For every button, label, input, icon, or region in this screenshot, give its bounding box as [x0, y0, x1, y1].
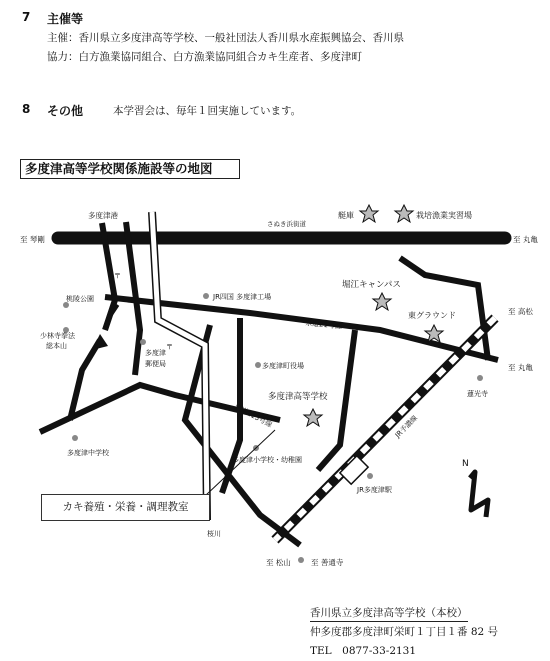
dot-post-icon: [140, 339, 146, 345]
label-momoura: 桃陵公園: [66, 295, 94, 303]
label-elem-kinder: 多度津小学校・幼稚園: [232, 456, 302, 464]
label-route-21: 県道21号線: [304, 319, 343, 331]
footer-school-name: 香川県立多度津高等学校（本校）: [310, 605, 468, 622]
label-horie-campus: 堀江キャンパス: [342, 280, 401, 290]
label-to-takamatsu: 至 高松: [508, 307, 533, 316]
dot-jhs-icon: [72, 435, 78, 441]
dot-renkoji-icon: [477, 375, 483, 381]
map-title: 多度津高等学校関係施設等の地図: [20, 159, 240, 179]
section-7-line-1: 主催：香川県立多度津高等学校、一般社団法人香川県水産振興協会、香川県: [47, 32, 404, 44]
label-saibai: 栽培漁業実習場: [416, 211, 472, 220]
label-town-office: 多度津町役場: [262, 362, 304, 370]
jr-yosan-line: [275, 318, 495, 540]
label-jr-station: JR多度津駅: [357, 486, 392, 494]
footer-address: 仲多度郡多度津町栄町１丁目１番 82 号: [310, 626, 499, 638]
label-jr-yosan: JR予讃線: [393, 414, 420, 440]
star-horie-icon: [373, 293, 391, 310]
label-route-213: 県道213号線: [233, 402, 274, 430]
label-shorinji-2: 総本山: [46, 342, 67, 350]
jr-station-box: [340, 456, 368, 484]
label-to-marugame-top: 至 丸亀: [513, 235, 538, 244]
dot-matsuyama-icon: [298, 557, 304, 563]
footer-tel: TEL 0877-33-2131: [310, 645, 417, 657]
post-mark-2-icon: 〒: [166, 343, 173, 351]
dot-station-icon: [367, 473, 373, 479]
section-7-line-2: 協力：白方漁業協同組合、白方漁業協同組合カキ生産者、多度津町: [47, 51, 362, 63]
label-sakura-river: 桜川: [207, 530, 221, 538]
label-to-kotohiki: 至 琴剛: [20, 235, 45, 244]
star-boathouse-icon: [360, 205, 378, 222]
label-post-1: 多度津: [145, 349, 166, 357]
section-8-number: 8: [22, 102, 31, 116]
label-north: N: [462, 459, 469, 469]
section-8-text: 本学習会は、毎年１回実施しています。: [113, 105, 302, 117]
label-tadotsu-port: 多度津港: [88, 211, 118, 220]
label-to-zentsuji: 至 善通寺: [311, 558, 344, 567]
section-7-title: 主催等: [47, 12, 84, 26]
north-arrow-icon: [470, 472, 488, 517]
post-mark-1-icon: 〒: [114, 272, 121, 280]
label-to-marugame-mid: 至 丸亀: [508, 363, 533, 372]
label-post-2: 郵便局: [145, 360, 166, 368]
label-shorinji-1: 少林寺拳法: [40, 332, 75, 340]
label-higashi-ground: 東グラウンド: [408, 311, 456, 320]
star-saibai-icon: [395, 205, 413, 222]
label-jr-factory: JR四国 多度津工場: [213, 293, 272, 301]
oyster-class-callout: カキ養殖・栄養・調理教室: [41, 494, 210, 521]
section-8-title: その他: [47, 104, 84, 118]
star-school-icon: [304, 409, 322, 426]
dot-factory-icon: [203, 293, 209, 299]
label-renkoji: 蓮光寺: [467, 390, 488, 398]
label-sanuki-hama: さぬき浜街道: [267, 220, 306, 228]
label-boathouse: 艇庫: [338, 211, 354, 220]
label-tadotsu-jhs: 多度津中学校: [67, 449, 109, 457]
label-to-matsuyama: 至 松山: [266, 558, 291, 567]
dot-town-office-icon: [255, 362, 261, 368]
section-7-number: 7: [22, 10, 31, 24]
label-school: 多度津高等学校: [268, 392, 328, 402]
